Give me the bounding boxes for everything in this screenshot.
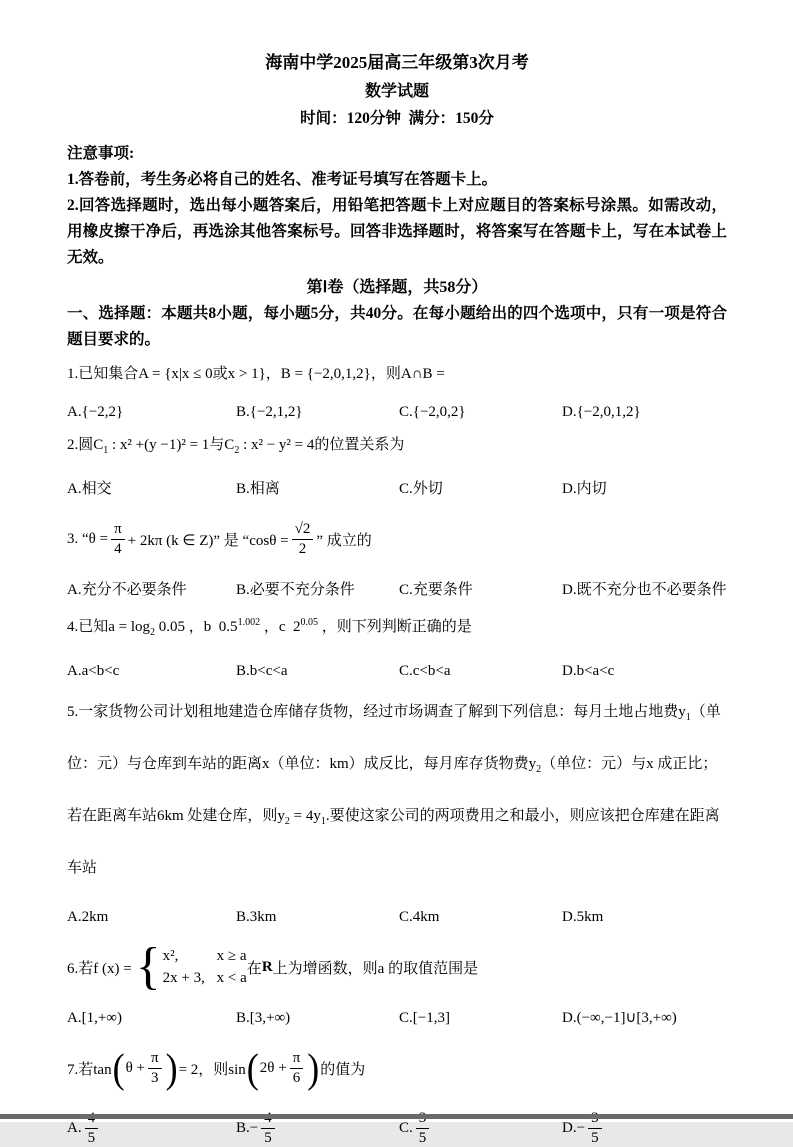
fraction-4-over-5: 5 (261, 1110, 275, 1147)
option-c: C.c<b<a (399, 663, 451, 679)
option-b: B. − 5 (236, 1110, 399, 1147)
option-d: D.b<a<c (562, 663, 615, 679)
question-4-text: 4.已知$a = \log_2 0.05$ ，b $0.5^{1.002}$ ，c $2^{0.05}$ ，则下列判断正确的是 (67, 617, 472, 638)
notice-item-1: 1.答卷前，考生务必将自己的姓名、准考证号填写在答题卡上。 (67, 171, 498, 188)
option-d: D.5km (562, 909, 604, 925)
option-a: A. 5 (67, 1110, 236, 1147)
option-d: D. − 5 (562, 1110, 727, 1147)
option-d: D.内切 (562, 481, 607, 497)
case-row-2: 2x + 3, x < a (162, 970, 247, 986)
question-1-options (67, 400, 727, 424)
question-6-options (67, 1006, 727, 1030)
option-a: A.2km (67, 909, 109, 925)
page-title: 海南中学2025届高三年级第3次月考 (265, 53, 529, 72)
choice-section-intro: 一、选择题：本题共8小题，每小题5分，共40分。在每小题给出的四个选项中，只有一项是符合题目要求的。 (67, 305, 727, 348)
real-number-symbol: R (261, 958, 273, 975)
question-2-text: 2.圆$C_1$ : x² +(y −1)² = 1与$C_2$ : x² − y² = 4的位置关系为 (67, 437, 405, 456)
notice-item-2: 2.回答选择题时，选出每小题答案后，用铅笔把答题卡上对应题目的答案标号涂黑。如需改动，用橡皮擦干净后，再选涂其他答案标号。回答非选择题时，将答案写在答题卡上，写在本试卷上无效。 (67, 197, 727, 266)
option-c: C.4km (399, 909, 440, 925)
question-6-text: 6.若f (x) = { x², x ≥ a 2x + 3, x < a 在 R 上为增函数，则a 的取值范围是 (67, 938, 479, 995)
option-b: B.相离 (236, 481, 280, 497)
doc-subtitle: 数学试题 (364, 83, 429, 100)
fraction-3-over-5: 5 (588, 1110, 602, 1147)
piecewise-cases (163, 945, 247, 989)
notice-heading: 注意事项: (67, 145, 135, 162)
page-bottom-divider (0, 1114, 793, 1119)
case-row-1: x², x ≥ a (162, 948, 247, 964)
option-c: C.[−1,3] (399, 1010, 450, 1026)
fraction-sqrt2-over-2: $\frac{√2}{2}$ (292, 521, 314, 558)
question-3-text: 3. “θ = $\frac{\pi}{4}$ + 2kπ (k ∈ Z)” 是 “cosθ = $\frac{√2}{2}$ ” 成立的 (67, 520, 372, 557)
fraction-3-over-5: 5 (416, 1110, 430, 1147)
option-b: B.{−2,1,2} (236, 404, 303, 420)
option-c: C. 5 (399, 1110, 562, 1147)
question-4-options (67, 659, 727, 683)
option-c: C.充要条件 (399, 582, 473, 598)
option-d: D.既不充分也不必要条件 (562, 582, 727, 598)
fraction-pi-over-6: $\frac{\pi}{6}$ (290, 1050, 304, 1087)
option-a: A.充分不必要条件 (67, 582, 187, 598)
fraction-pi-over-4: $\frac{\pi}{4}$ (111, 521, 125, 558)
option-d: D.(−∞,−1]∪[3,+∞) (562, 1010, 677, 1026)
fraction-4-over-5: 5 (85, 1110, 99, 1147)
fraction-pi-over-3: $\frac{\pi}{3}$ (148, 1050, 162, 1087)
option-a: A.{−2,2} (67, 404, 124, 420)
question-5-options (67, 905, 727, 929)
question-7-text: 7.若tan ( θ + $\frac{\pi}{3}$ ) = 2，则sin ( 2θ + $\frac{\pi}{6}$ ) 的值为 (67, 1045, 366, 1091)
option-a: A.[1,+∞) (67, 1010, 122, 1026)
option-a: A.相交 (67, 481, 112, 497)
option-d: D.{−2,0,1,2} (562, 404, 641, 420)
question-3-options (67, 578, 727, 602)
exam-time-score: 时间：120分钟 满分：150分 (300, 110, 494, 127)
question-5-text: 5.一家货物公司计划租地建造仓库储存货物，经过市场调查了解到下列信息：每月土地占地费$y_1$（单位：元）与仓库到车站的距离x（单位：km）成反比，每月库存货物费$y_2$（单位：元）与x 成正比；若在距离车站6km 处建仓库，则$y_2 = 4y_1$.要使这家公司的两项费用之和最小，则应该把仓库建在距离车站 (67, 704, 721, 876)
option-b: B.3km (236, 909, 277, 925)
question-2-options (67, 477, 727, 501)
question-1-text: 1.已知集合A = {x|x ≤ 0或x > 1}，B = {−2,0,1,2}，则A∩B = (67, 366, 445, 382)
option-c: C.外切 (399, 481, 443, 497)
option-b: B.[3,+∞) (236, 1010, 291, 1026)
option-b: B.必要不充分条件 (236, 582, 355, 598)
section-1-title: 第Ⅰ卷（选择题，共58分） (306, 279, 488, 296)
option-b: B.b<c<a (236, 663, 288, 679)
option-a: A.a<b<c (67, 663, 120, 679)
option-c: C.{−2,0,2} (399, 404, 466, 420)
